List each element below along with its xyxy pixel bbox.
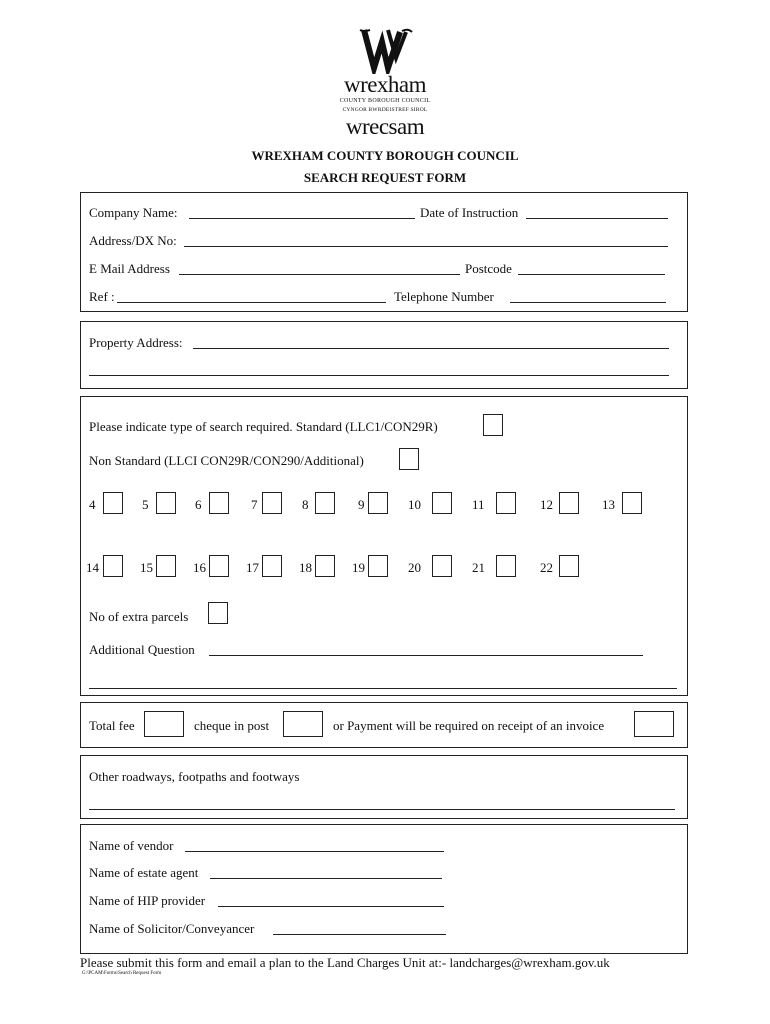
property-section [80,321,688,389]
question-11-checkbox[interactable] [496,492,516,514]
invoice-box[interactable] [634,711,674,737]
date-of-instruction-field[interactable] [526,218,668,219]
question-17-checkbox[interactable] [262,555,282,577]
question-6-checkbox[interactable] [209,492,229,514]
roadways-label: Other roadways, footpaths and footways [89,769,300,784]
ref-label: Ref : [89,289,115,304]
question-9-label: 9 [358,497,365,512]
question-8-label: 8 [302,497,309,512]
question-22-label: 22 [540,560,553,575]
question-5-checkbox[interactable] [156,492,176,514]
question-13-label: 13 [602,497,615,512]
question-22-checkbox[interactable] [559,555,579,577]
file-path: G:\PCAM\Forms\Search Request Form [82,971,162,976]
question-15-checkbox[interactable] [156,555,176,577]
standard-search-checkbox[interactable] [483,414,503,436]
council-title: WREXHAM COUNTY BOROUGH COUNCIL [251,148,519,163]
logo-line1: COUNTY BOROUGH COUNCIL [339,98,431,104]
w-emblem-icon [330,28,440,74]
cheque-box[interactable] [283,711,323,737]
email-field[interactable] [179,274,460,275]
solicitor-label: Name of Solicitor/Conveyancer [89,921,255,936]
question-21-checkbox[interactable] [496,555,516,577]
non-standard-search-label: Non Standard (LLCI CON29R/CON290/Additional) [89,453,364,468]
form-title: SEARCH REQUEST FORM [303,170,467,185]
extra-parcels-label: No of extra parcels [89,609,189,624]
email-label: E Mail Address [89,261,170,276]
submission-instruction: Please submit this form and email a plan to the Land Charges Unit at:- landcharges@wrexham.gov.uk [80,955,610,970]
address-dx-field[interactable] [184,246,668,247]
logo-name-welsh: wrecsam [345,114,425,139]
telephone-field[interactable] [510,302,666,303]
standard-search-label: Please indicate type of search required. Standard (LLC1/CON29R) [89,419,438,434]
additional-question-field[interactable] [209,655,643,656]
additional-question-label: Additional Question [89,642,195,657]
question-19-label: 19 [352,560,365,575]
question-12-label: 12 [540,497,553,512]
question-14-label: 14 [86,560,99,575]
postcode-field[interactable] [518,274,665,275]
vendor-label: Name of vendor [89,838,174,853]
company-name-label: Company Name: [89,205,178,220]
question-9-checkbox[interactable] [368,492,388,514]
question-20-checkbox[interactable] [432,555,452,577]
question-16-label: 16 [193,560,206,575]
question-13-checkbox[interactable] [622,492,642,514]
question-19-checkbox[interactable] [368,555,388,577]
question-10-label: 10 [408,497,421,512]
address-dx-label: Address/DX No: [89,233,177,248]
cheque-label: cheque in post [194,718,270,733]
company-name-field[interactable] [189,218,415,219]
question-7-label: 7 [251,497,258,512]
question-4-checkbox[interactable] [103,492,123,514]
additional-question-field-line2[interactable] [89,688,677,689]
hip-provider-label: Name of HIP provider [89,893,206,908]
question-14-checkbox[interactable] [103,555,123,577]
property-address-field-line2[interactable] [89,375,669,376]
question-4-label: 4 [89,497,96,512]
question-18-checkbox[interactable] [315,555,335,577]
total-fee-box[interactable] [144,711,184,737]
invoice-label: or Payment will be required on receipt of an invoice [333,718,605,733]
question-7-checkbox[interactable] [262,492,282,514]
solicitor-field[interactable] [273,934,446,935]
total-fee-label: Total fee [89,718,135,733]
question-6-label: 6 [195,497,202,512]
question-12-checkbox[interactable] [559,492,579,514]
property-address-label: Property Address: [89,335,183,350]
question-8-checkbox[interactable] [315,492,335,514]
question-15-label: 15 [140,560,153,575]
question-5-label: 5 [142,497,149,512]
date-of-instruction-label: Date of Instruction [420,205,519,220]
hip-provider-field[interactable] [218,906,444,907]
question-18-label: 18 [299,560,312,575]
vendor-field[interactable] [185,851,444,852]
logo-name: wrexham [343,72,427,97]
ref-field[interactable] [117,302,386,303]
roadways-field[interactable] [89,809,675,810]
extra-parcels-box[interactable] [208,602,228,624]
property-address-field[interactable] [193,348,669,349]
estate-agent-field[interactable] [210,878,442,879]
question-17-label: 17 [246,560,259,575]
non-standard-search-checkbox[interactable] [399,448,419,470]
council-logo [330,28,440,139]
question-21-label: 21 [472,560,485,575]
logo-line2: CYNGOR BWRDEISTREF SIROL [342,107,428,113]
question-20-label: 20 [408,560,421,575]
question-11-label: 11 [472,497,485,512]
question-10-checkbox[interactable] [432,492,452,514]
postcode-label: Postcode [465,261,512,276]
telephone-label: Telephone Number [394,289,494,304]
estate-agent-label: Name of estate agent [89,865,199,880]
question-16-checkbox[interactable] [209,555,229,577]
